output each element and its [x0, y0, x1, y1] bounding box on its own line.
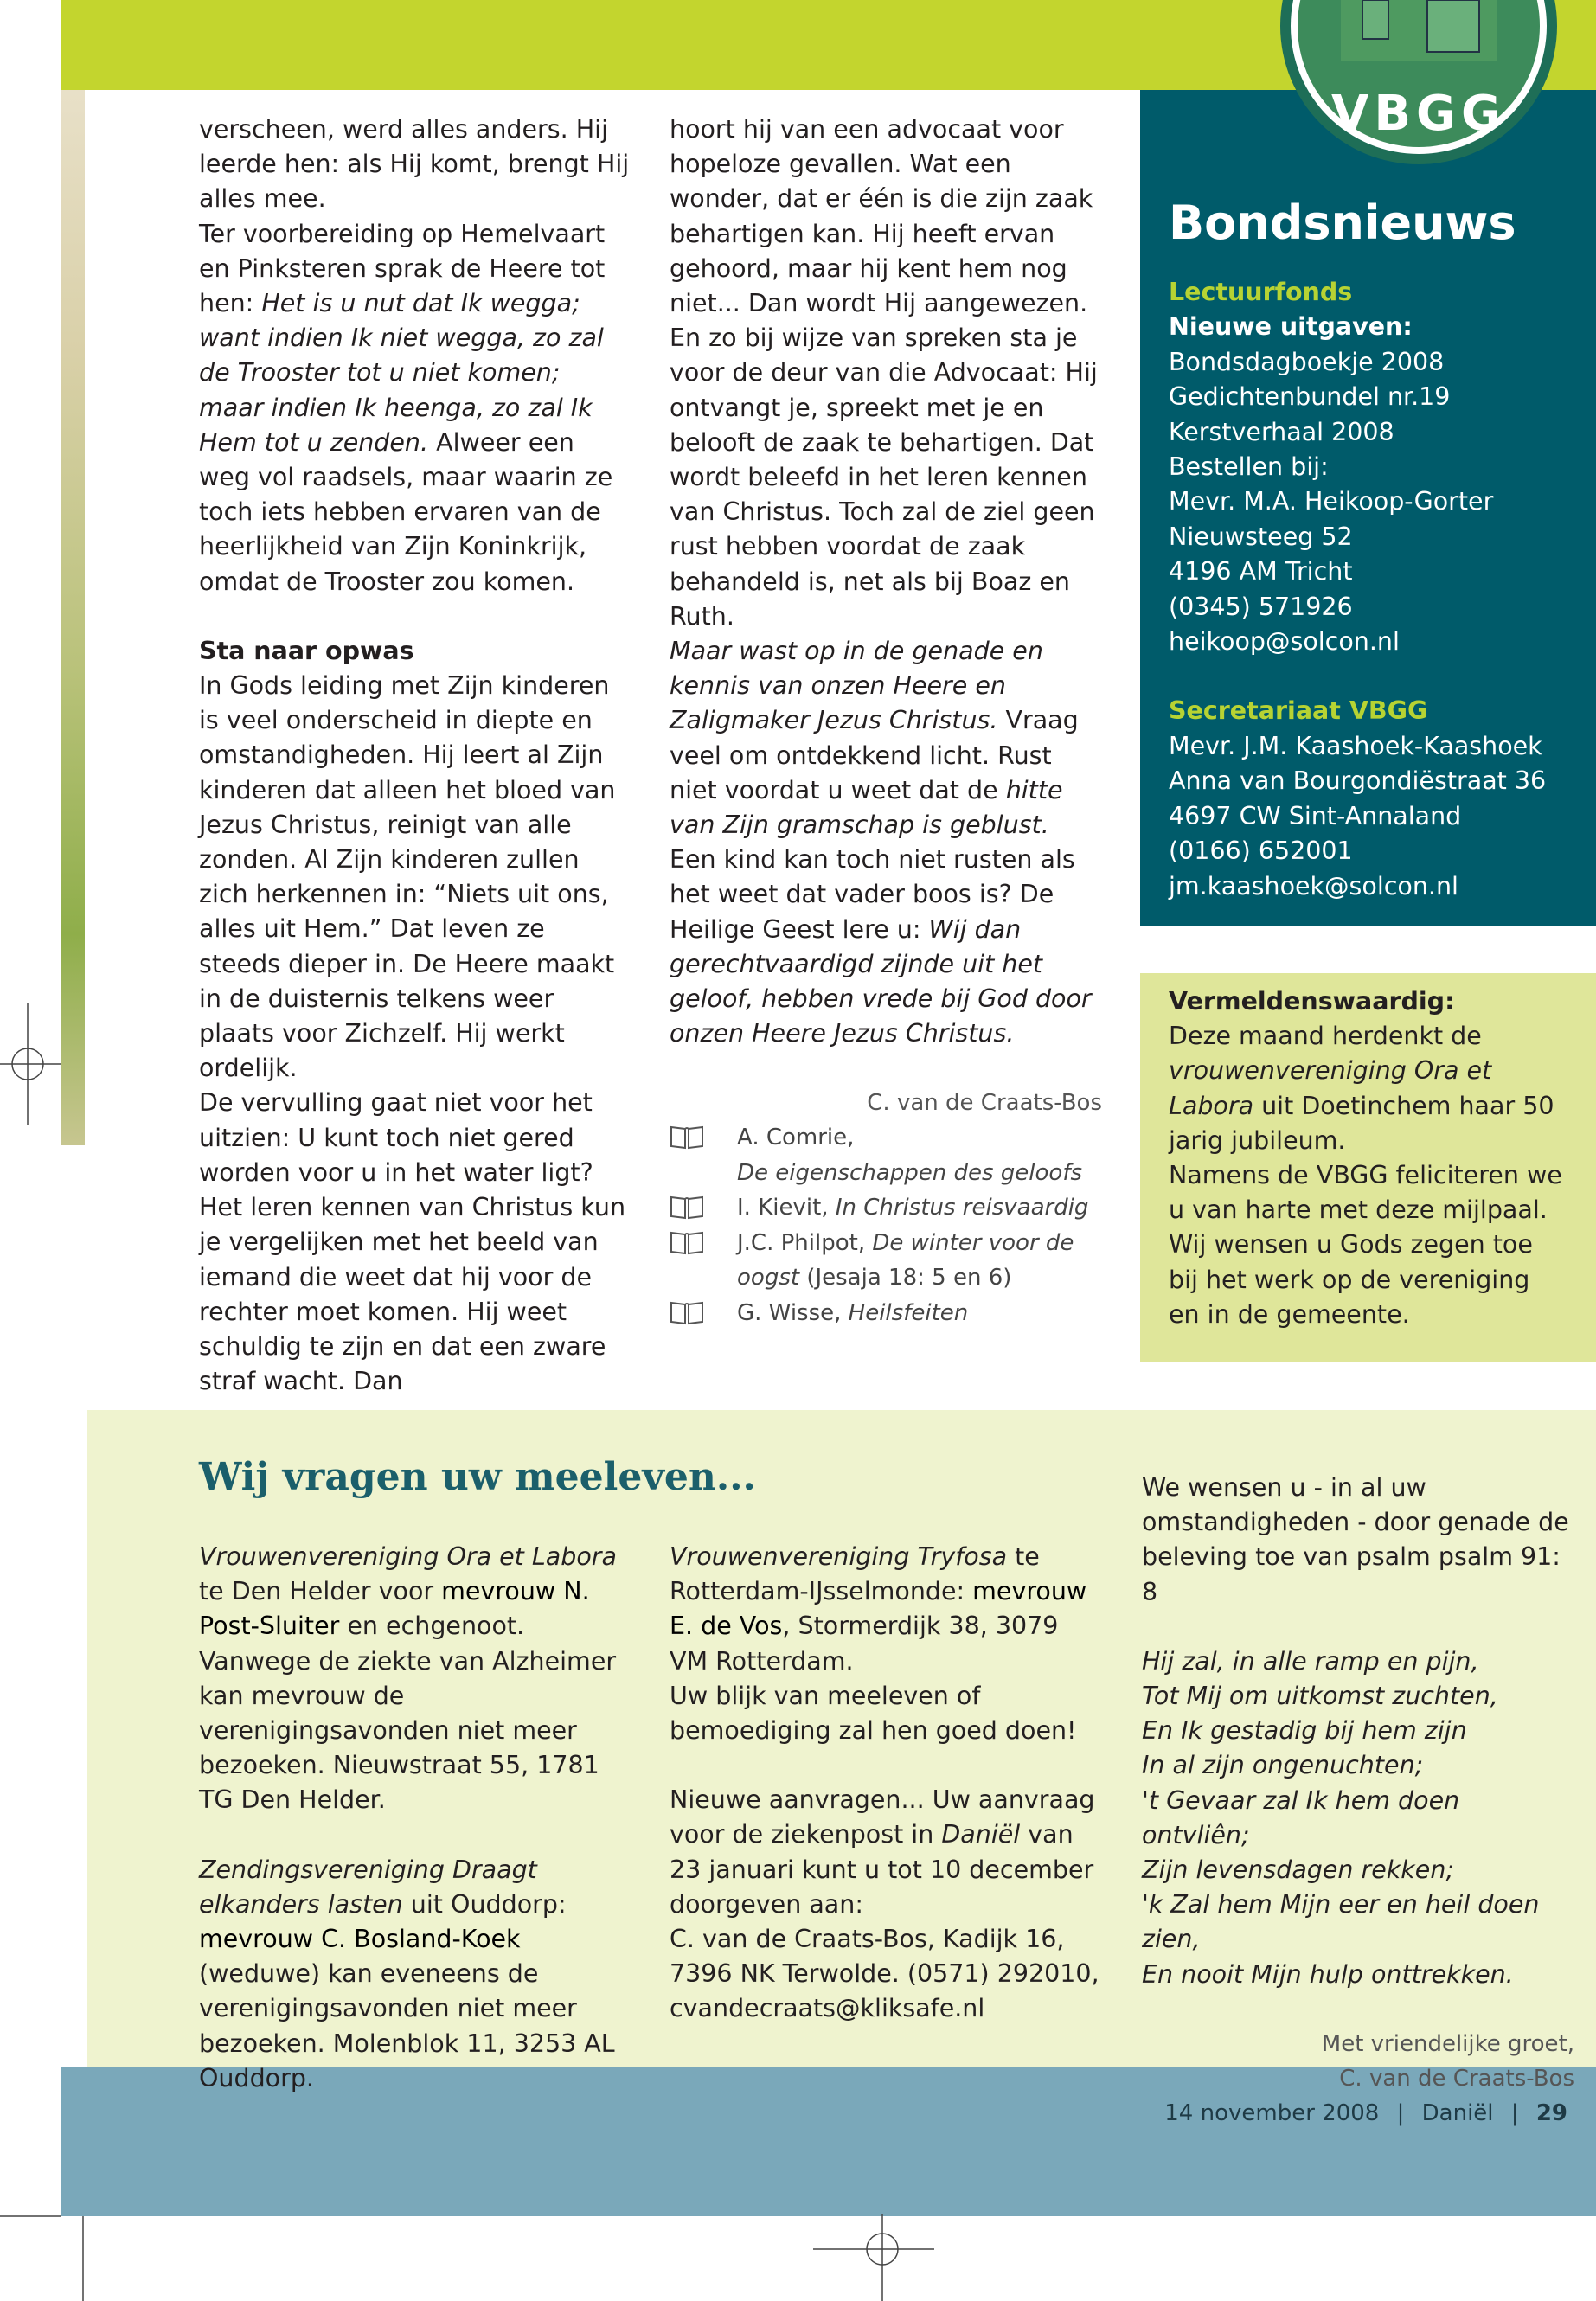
reference-item: G. Wisse, Heilsfeiten — [670, 1296, 1102, 1331]
book-icon — [670, 1124, 704, 1150]
paragraph: Nieuwe aanvragen... Uw aanvraag voor de ziekenpost in Daniël van 23 januari kunt u tot 10 december doorgeven aan: — [670, 1785, 1095, 1919]
paragraph: Maar wast op in de genade en kennis van onzen Heere en Zaligmaker Jezus Christus. Vraag veel om ontdekkend licht. Rust niet voordat u weet dat de hitte van Zijn gramschap is geblust. Een kind kan toch niet rusten als het weet dat vader boos is? De Heilige Geest lere u: Wij dan gerechtvaardigd zijnde uit het geloof, hebben vrede bij God door onzen Heere Jezus Christus. — [670, 637, 1092, 1048]
paragraph: Namens de VBGG feliciteren we u van harte met deze mijlpaal. Wij wensen u Gods zegen toe bij het werk op de vereniging en in de gemeente. — [1169, 1161, 1562, 1329]
registration-mark-bottom — [813, 2197, 934, 2301]
uitgaven-heading: Nieuwe uitgaven: — [1169, 312, 1413, 342]
bondsnieuws-content — [1169, 197, 1584, 904]
bondsnieuws-title: Bondsnieuws — [1169, 195, 1516, 250]
lectuurfonds-heading: Lectuurfonds — [1169, 278, 1353, 306]
book-icon — [670, 1229, 704, 1255]
uitgave-item: Kerstverhaal 2008 — [1169, 417, 1394, 446]
paragraph: Vrouwenvereniging Tryfosa te Rotterdam-IJsselmonde: mevrouw E. de Vos, Stormerdijk 38, 3079 VM Rotterdam. — [670, 1542, 1087, 1676]
svg-text:VBGG: VBGG — [1331, 86, 1506, 142]
reference-item: J.C. Philpot, De winter voor de oogst (Jesaja 18: 5 en 6) — [670, 1226, 1102, 1296]
paragraph: In Gods leiding met Zijn kinderen is veel onderscheid in diepte en omstandigheden. Hij leert al Zijn kinderen dat alleen het bloed van Jezus Christus, reinigt van alle zonden. Al Zijn kinderen zullen zich herkennen in: “Niets uit ons, alles uit Hem.” Dat leven ze steeds dieper in. De Heere maakt in de duisternis telkens weer plaats voor Zichzelf. Hij werkt ordelijk. — [199, 671, 616, 1083]
contact-line: 4196 AM Tricht — [1169, 557, 1353, 586]
meeleven-title: Wij vragen uw meeleven... — [199, 1455, 756, 1499]
paragraph: We wensen u - in al uw omstandigheden - door genade de beleving toe van psalm psalm 91: 8 — [1142, 1473, 1569, 1606]
uitgave-item: Gedichtenbundel nr.19 — [1169, 382, 1451, 412]
meeleven-column-3 — [1142, 1471, 1574, 2096]
vermeldenswaardig-content — [1169, 984, 1567, 1332]
references-list — [670, 1120, 1102, 1330]
contact-line: Mevr. J.M. Kaashoek-Kaashoek — [1169, 731, 1542, 760]
book-icon — [670, 1194, 704, 1220]
article-column-1 — [199, 112, 631, 1399]
contact-line: Nieuwsteeg 52 — [1169, 522, 1353, 551]
section-heading: Sta naar opwas — [199, 636, 414, 665]
closing-greeting: Met vriendelijke groet, — [1321, 2030, 1574, 2057]
magazine-name: Daniël — [1421, 2100, 1494, 2126]
contact-line: Mevr. M.A. Heikoop-Gorter — [1169, 487, 1494, 516]
article-signature: C. van de Craats-Bos — [867, 1090, 1102, 1117]
poem-line: 't Gevaar zal Ik hem doen ontvliên; — [1142, 1785, 1460, 1849]
issue-date: 14 november 2008 — [1164, 2100, 1380, 2126]
paragraph: hoort hij van een advocaat voor hopeloze gevallen. Wat een wonder, dat er één is die zijn zaak behartigen kan. Hij heeft ervan gehoord, maar hij kent hem nog niet... Dan wordt Hij aangewezen. En zo bij wijze van spreken sta je voor de deur van die Advocaat: Hij ontvangt je, spreekt met je en belooft de zaak te behartigen. Dat wordt beleefd in het leren kennen van Christus. Toch zal de ziel geen rust hebben voordat de zaak behandeld is, net als bij Boaz en Ruth. — [670, 115, 1098, 631]
crop-mark-bottom-left — [0, 2206, 87, 2301]
vbgg-logo — [1280, 0, 1557, 164]
contact-email: jm.kaashoek@solcon.nl — [1169, 871, 1458, 901]
secretariaat-heading: Secretariaat VBGG — [1169, 696, 1428, 726]
paragraph: Zendingsvereniging Draagt elkanders lasten uit Ouddorp: mevrouw C. Bosland-Koek (weduwe) kan eveneens de verenigingsavonden niet meer bezoeken. Molenblok 11, 3253 AL Ouddorp. — [199, 1855, 615, 2093]
contact-line: 4697 CW Sint-Annaland — [1169, 801, 1462, 830]
poem-line: Tot Mij om uitkomst zuchten, — [1142, 1682, 1498, 1711]
reference-item: I. Kievit, In Christus reisvaardig — [670, 1190, 1102, 1226]
psalm-poem — [1142, 1644, 1574, 1992]
contact-email: heikoop@solcon.nl — [1169, 627, 1400, 657]
reference-item: A. Comrie, De eigenschappen des geloofs — [670, 1120, 1102, 1190]
paragraph: Ter voorbereiding op Hemelvaart en Pinksteren sprak de Heere tot hen: Het is u nut dat Ik wegga; want indien Ik niet wegga, zo zal de Trooster tot u niet komen; maar indien Ik heenga, zo zal Ik Hem tot u zenden. Alweer een weg vol raadsels, maar waarin ze toch iets hebben ervaren van de heerlijkheid van Zijn Koninkrijk, omdat de Trooster zou komen. — [199, 219, 613, 596]
paragraph: Deze maand herdenkt de vrouwenvereniging Ora et Labora uit Doetinchem haar 50 jarig jubileum. — [1169, 1022, 1554, 1155]
uitgave-item: Bondsdagboekje 2008 — [1169, 347, 1445, 376]
page-footer: 14 november 2008 | Daniël | 29 — [1164, 2100, 1567, 2126]
paragraph: Vrouwenvereniging Ora et Labora te Den Helder voor mevrouw N. Post-Sluiter en echgenoot. Vanwege de ziekte van Alzheimer kan mevrouw de verenigingsavonden niet meer bezoeken. Nieuwstraat 55, 1781 TG Den Helder. — [199, 1542, 617, 1815]
bestellen-label: Bestellen bij: — [1169, 452, 1329, 482]
meeleven-column-2 — [670, 1540, 1102, 2027]
book-icon — [670, 1299, 704, 1325]
vermeldenswaardig-heading: Vermeldenswaardig: — [1169, 987, 1455, 1016]
poem-line: Zijn levensdagen rekken; — [1142, 1856, 1455, 1885]
article-column-2 — [670, 112, 1102, 1121]
meeleven-column-1 — [199, 1540, 631, 2096]
page-number: 29 — [1535, 2100, 1567, 2126]
poem-line: 'k Zal hem Mijn eer en heil doen zien, — [1142, 1890, 1540, 1954]
poem-line: En Ik gestadig bij hem zijn — [1142, 1716, 1467, 1746]
left-photo-strip — [61, 90, 85, 1145]
paragraph: De vervulling gaat niet voor het uitzien: U kunt toch niet gered worden voor u in het water ligt? Het leren kennen van Christus kun je vergelijken met het beeld van iemand die weet dat hij voor de rechter moet komen. Hij weet schuldig te zijn en dat een zware straf wacht. Dan — [199, 1088, 626, 1396]
contact-line: (0166) 652001 — [1169, 836, 1353, 866]
registration-mark-left — [0, 1003, 87, 1125]
paragraph: verscheen, werd alles anders. Hij leerde hen: als Hij komt, brengt Hij alles mee. — [199, 115, 630, 214]
closing-signature: C. van de Craats-Bos — [1339, 2066, 1574, 2093]
poem-line: In al zijn ongenuchten; — [1142, 1751, 1424, 1780]
contact-line: Anna van Bourgondiëstraat 36 — [1169, 766, 1547, 796]
poem-line: En nooit Mijn hulp onttrekken. — [1142, 1959, 1514, 1989]
poem-line: Hij zal, in alle ramp en pijn, — [1142, 1646, 1479, 1676]
paragraph: Uw blijk van meeleven of bemoediging zal hen goed doen! — [670, 1681, 1077, 1746]
paragraph: C. van de Craats-Bos, Kadijk 16, 7396 NK Terwolde. (0571) 292010, cvandecraats@kliksafe.nl — [670, 1925, 1099, 2023]
contact-line: (0345) 571926 — [1169, 592, 1353, 621]
